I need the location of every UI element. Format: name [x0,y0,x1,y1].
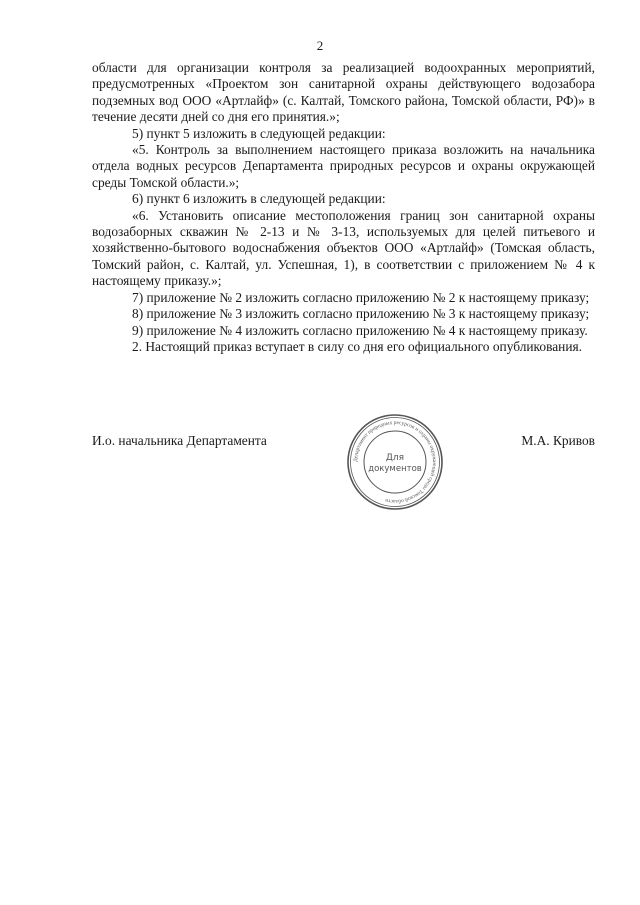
paragraph-item-6-text: «6. Установить описание местоположения границ зон санитарной охраны водозаборных скважин № 2-13 и № 3-13, используемых для целей питьевого и хозяйственно-бытового водоснабжения объектов ООО «Артлайф» (Томская область, Томский район, с. Калтай, ул. Успешная, 1), в соответствии с приложением № 4 к настоящему приказу.»; [92,207,595,289]
signatory-title: И.о. начальника Департамента [92,433,267,448]
page-number: 2 [316,38,324,53]
stamp-seal-icon [345,412,445,512]
official-stamp [345,412,445,512]
paragraph-item-7: 7) приложение № 2 изложить согласно приложению № 2 к настоящему приказу; [132,289,590,305]
paragraph-item-8: 8) приложение № 3 изложить согласно приложению № 3 к настоящему приказу; [132,306,590,322]
stamp-center-line1: Для [385,453,405,463]
stamp-center-line2: документов [368,464,422,474]
paragraph-continuation: области для организации контроля за реализацией водоохранных мероприятий, предусмотренных «Проектом зон санитарной охраны действующего водозабора подземных вод ООО «Артлайф» (с. Калтай, Томского района, Томской области, РФ)» в течение десяти дней со дня его принятия.»; [92,60,595,125]
paragraph-effective: 2. Настоящий приказ вступает в силу со дня его официального опубликования. [132,338,582,354]
paragraph-item-9: 9) приложение № 4 изложить согласно приложению № 4 к настоящему приказу. [132,322,588,338]
paragraph-item-5-text: «5. Контроль за выполнением настоящего приказа возложить на начальника отдела водных ресурсов Департамента природных ресурсов и охраны окружающей среды Томской области.»; [92,142,595,190]
paragraph-item-6-heading: 6) пункт 6 изложить в следующей редакции: [132,191,386,207]
paragraph-item-5-heading: 5) пункт 5 изложить в следующей редакции: [132,125,386,141]
document-body [92,60,595,355]
stamp-ring-text: Департамент природных ресурсов и охраны окружающей среды Томской области [352,419,438,505]
signatory-name: М.А. Кривов [521,433,595,448]
